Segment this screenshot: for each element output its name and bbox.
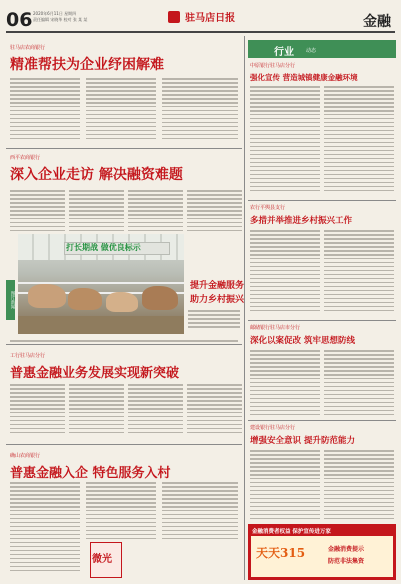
ad-banner-text: 金融消费者权益 保护宣传进万家: [252, 529, 331, 535]
stamp-text: 微光: [92, 554, 112, 565]
ad-slogan: 金融消费提示: [328, 546, 365, 553]
article-headline: 深入企业走访 解决融资难题: [10, 167, 183, 183]
article-body-col: [324, 450, 394, 522]
column-divider: [244, 36, 245, 580]
masthead-logo: [168, 6, 235, 25]
cattle-photo: [18, 234, 184, 334]
article-body-col: [86, 78, 156, 142]
photo-caption-title: 提升金融服务: [190, 281, 245, 291]
article-body-col: [162, 78, 238, 142]
article-body-col: [250, 86, 320, 194]
article-body-col: [69, 384, 124, 436]
ad-brand: 天天315: [256, 546, 306, 560]
article-body-col: [324, 86, 394, 194]
header-rule: [6, 31, 395, 33]
cow-shape: [142, 286, 178, 310]
article-6: [248, 202, 396, 318]
page-header: [0, 0, 401, 34]
photo-caption-title: 助力乡村振兴: [190, 295, 245, 305]
article-body-col: [128, 384, 183, 436]
article-headline: 强化宣传 营造城镇健康金融环境: [250, 73, 358, 82]
industry-sub: 动态: [306, 48, 317, 54]
divider: [248, 200, 396, 201]
article-headline: 普惠金融入企 特色服务入村: [10, 466, 171, 481]
photo-banner-text: 打长期战 做优良标示: [66, 243, 141, 252]
article-body-col: [162, 482, 238, 542]
cow-shape: [68, 288, 102, 310]
divider: [6, 148, 242, 149]
divider: [248, 320, 396, 321]
article-body-col: [10, 482, 80, 574]
industry-box: [248, 40, 396, 58]
section-name: 金融: [363, 14, 391, 30]
article-body-col: [250, 230, 320, 314]
article-body-col: [324, 230, 394, 314]
article-headline: 普惠金融业务发展实现新突破: [10, 366, 180, 381]
article-headline: 增强安全意识 提升防范能力: [250, 436, 355, 446]
divider: [6, 344, 242, 345]
article-7: [248, 322, 396, 418]
editor-line: 责任编辑 宋晓华 校对 张 某 某: [33, 17, 88, 22]
article-kicker: 建设银行驻马店分行: [250, 425, 296, 431]
page-number: 06: [6, 9, 33, 31]
article-8: [248, 422, 396, 522]
article-body-col: [10, 190, 65, 234]
masthead-icon: [168, 11, 180, 23]
article-5: [248, 60, 396, 200]
article-1: [6, 38, 242, 146]
date-line: 2020年6月11日 星期四: [33, 11, 77, 16]
article-body-col: [250, 450, 320, 522]
article-headline: 深化以案促改 筑牢思想防线: [250, 336, 355, 346]
article-4: [6, 446, 242, 580]
article-body-col: [86, 482, 156, 542]
ad-slogan: 防范非法集资: [328, 558, 365, 565]
industry-label: 行业: [274, 47, 294, 58]
article-body-col: [10, 384, 65, 436]
article-kicker: 工行驻马店分行: [10, 353, 46, 359]
article-kicker: 农行平舆县支行: [250, 205, 286, 211]
article-body-col: [10, 78, 80, 142]
article-body-col: [187, 190, 242, 234]
article-headline: 多措并举推进乡村振兴工作: [250, 216, 353, 226]
article-body-col: [187, 384, 242, 436]
article-kicker: 驻马店农商银行: [10, 45, 46, 51]
article-body-col: [128, 190, 183, 234]
photo-caption-text: [188, 310, 240, 330]
masthead-title: 驻马店日报: [185, 13, 236, 24]
article-2: [6, 150, 242, 234]
feed-trough: [18, 316, 184, 334]
photo-news-block: [6, 234, 245, 338]
article-body-col: [324, 350, 394, 418]
bottom-ad: [248, 524, 396, 580]
article-headline: 精准帮扶为企业纾困解难: [10, 57, 164, 73]
cow-shape: [106, 292, 138, 312]
article-kicker: 确山农商银行: [10, 453, 41, 459]
side-tab: 图片新闻: [6, 280, 15, 320]
article-kicker: 西平农商银行: [10, 155, 41, 161]
article-kicker: 中原银行驻马店分行: [250, 63, 296, 69]
article-3: [6, 346, 242, 442]
article-body-col: [250, 350, 320, 418]
article-body-col: [69, 190, 124, 234]
divider: [248, 420, 396, 421]
divider: [6, 444, 242, 445]
article-kicker: 邮储银行驻马店市分行: [250, 325, 301, 331]
cow-shape: [28, 284, 66, 308]
